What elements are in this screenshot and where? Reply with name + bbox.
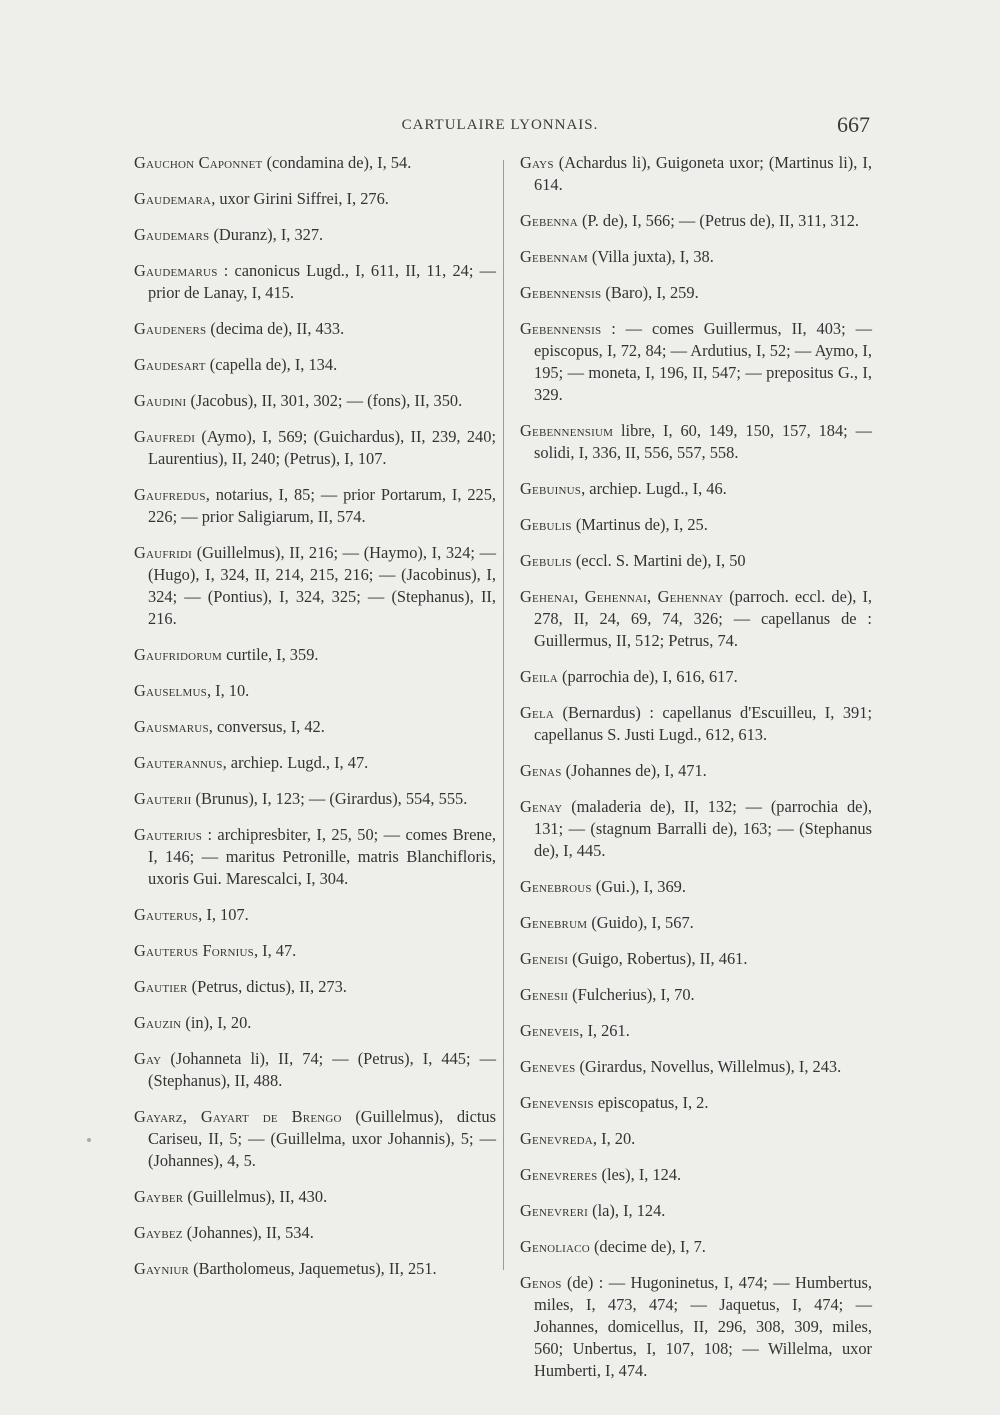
- entry-text: (Guillelmus), dictus Cariseu, II, 5; — (Guillelma, uxor Johannis), 5; — (Johannes), 4, 5.: [148, 1107, 496, 1170]
- entry-headword: Genebrum: [520, 913, 588, 932]
- index-entry: [520, 1272, 872, 1382]
- entry-headword: Genesii: [520, 985, 569, 1004]
- index-entry: [134, 318, 496, 340]
- index-entry: [134, 824, 496, 890]
- index-entry: [134, 940, 496, 962]
- index-entry: [134, 426, 496, 470]
- entry-text: (Bartholomeus, Jaquemetus), II, 251.: [189, 1259, 437, 1278]
- entry-text: (maladeria de), II, 132; — (parrochia de), 131; — (stagnum Barralli de), 163; — (Stephanus de), I, 445.: [534, 797, 872, 860]
- ink-speck: [87, 1138, 91, 1142]
- index-entry: [520, 152, 872, 196]
- page-number: 667: [837, 112, 870, 137]
- index-entry: [520, 984, 872, 1006]
- entry-headword: Genebrous: [520, 877, 592, 896]
- entry-headword: Gebennensis: [520, 319, 602, 338]
- entry-text: (les), I, 124.: [597, 1165, 682, 1184]
- index-entry: [134, 788, 496, 810]
- index-entry: [134, 390, 496, 412]
- entry-text: (Achardus li), Guigoneta uxor; (Martinus li), I, 614.: [534, 153, 872, 194]
- entry-headword: Genay: [520, 797, 563, 816]
- entry-headword: Genevreda: [520, 1129, 593, 1148]
- entry-headword: Gaudesart: [134, 355, 206, 374]
- entry-headword: Gauzin: [134, 1013, 182, 1032]
- entry-headword: Gayniur: [134, 1259, 190, 1278]
- index-entry: [520, 1020, 872, 1042]
- index-entry: [520, 1128, 872, 1150]
- index-entry: [134, 680, 496, 702]
- entry-text: (eccl. S. Martini de), I, 50: [571, 551, 746, 570]
- index-entry: [134, 752, 496, 774]
- index-entry: [520, 550, 872, 572]
- entry-headword: Gays: [520, 153, 554, 172]
- entry-text: (Guigo, Robertus), II, 461.: [568, 949, 748, 968]
- entry-text: (Martinus de), I, 25.: [571, 515, 708, 534]
- entry-text: (condamina de), I, 54.: [262, 153, 412, 172]
- index-entry: [134, 716, 496, 738]
- index-entry: [520, 514, 872, 536]
- entry-headword: Genevreres: [520, 1165, 598, 1184]
- entry-text: , I, 47.: [253, 941, 297, 960]
- entry-headword: Gauterus: [134, 905, 199, 924]
- entry-text: (Baro), I, 259.: [601, 283, 699, 302]
- index-entry: [134, 354, 496, 376]
- entry-headword: Gaufredus: [134, 485, 206, 504]
- index-entry: [520, 282, 872, 304]
- entry-headword: Gaudemara: [134, 189, 212, 208]
- index-entry: [520, 702, 872, 746]
- index-entry: [134, 904, 496, 926]
- entry-text: (la), I, 124.: [588, 1201, 666, 1220]
- index-entry: [520, 1236, 872, 1258]
- entry-headword: Gauselmus: [134, 681, 207, 700]
- index-entry: [134, 976, 496, 998]
- entry-headword: Gela: [520, 703, 555, 722]
- entry-text: : — comes Guillermus, II, 403; — episcopus, I, 72, 84; — Ardutius, I, 52; — Aymo, I, 195; — moneta, I, 196, II, 547; — prepositus G., I, 329.: [534, 319, 872, 404]
- entry-headword: Gautier: [134, 977, 188, 996]
- entry-text: , I, 107.: [198, 905, 249, 924]
- entry-headword: Gayber: [134, 1187, 184, 1206]
- entry-text: (parrochia de), I, 616, 617.: [557, 667, 738, 686]
- entry-text: (parroch. eccl. de), I, 278, II, 24, 69, 74, 326; — capellanus de : Guillermus, II, 512; Petrus, 74.: [534, 587, 872, 650]
- index-entry: [520, 478, 872, 500]
- entry-text: (capella de), I, 134.: [205, 355, 338, 374]
- entry-text: , notarius, I, 85; — prior Portarum, I, 225, 226; — prior Saligiarum, II, 574.: [148, 485, 496, 526]
- entry-text: (P. de), I, 566; — (Petrus de), II, 311, 312.: [577, 211, 860, 230]
- index-entry: [520, 1164, 872, 1186]
- index-entry: [134, 224, 496, 246]
- entry-text: (de) : — Hugoninetus, I, 474; — Humbertus, miles, I, 473, 474; — Jaquetus, I, 474; — Johannes, domicellus, II, 296, 308, 309, miles, 560; Unbertus, I, 107, 108; — Willelma, uxor Humberti, I, 474.: [534, 1273, 872, 1380]
- entry-headword: Geneveis: [520, 1021, 580, 1040]
- entry-headword: Gebennensis: [520, 283, 602, 302]
- index-entry: [134, 1258, 496, 1280]
- entry-headword: Gauterannus: [134, 753, 223, 772]
- entry-headword: Gaufridi: [134, 543, 193, 562]
- index-column-right: [520, 152, 872, 1396]
- column-divider: [503, 160, 504, 1270]
- index-entry: [520, 210, 872, 232]
- entry-text: (Guillelmus), II, 430.: [183, 1187, 328, 1206]
- index-entry: [520, 420, 872, 464]
- entry-text: (Guillelmus), II, 216; — (Haymo), I, 324; — (Hugo), I, 324, II, 214, 215, 216; — (Jacobinus), I, 324; — (Pontius), I, 324, 325; — (Stephanus), II, 216.: [148, 543, 496, 628]
- entry-text: : archipresbiter, I, 25, 50; — comes Brene, I, 146; — maritus Petronille, matris Blanchifloris, uxoris Gui. Marescalci, I, 304.: [148, 825, 496, 888]
- entry-headword: Genoliaco: [520, 1237, 590, 1256]
- entry-text: episcopatus, I, 2.: [593, 1093, 709, 1112]
- entry-text: (Villa juxta), I, 38.: [587, 247, 714, 266]
- entry-headword: Gay: [134, 1049, 162, 1068]
- entry-headword: Gaudemarus: [134, 261, 218, 280]
- index-entry: [520, 1092, 872, 1114]
- index-entry: [520, 586, 872, 652]
- entry-text: (Aymo), I, 569; (Guichardus), II, 239, 240; Laurentius), II, 240; (Petrus), I, 107.: [148, 427, 496, 468]
- entry-headword: Geneves: [520, 1057, 576, 1076]
- entry-text: (Guido), I, 567.: [587, 913, 694, 932]
- index-entry: [134, 484, 496, 528]
- entry-headword: Genevensis: [520, 1093, 594, 1112]
- entry-headword: Gebenna: [520, 211, 578, 230]
- entry-text: (Duranz), I, 327.: [209, 225, 324, 244]
- entry-headword: Gebulis: [520, 515, 572, 534]
- index-entry: [134, 1012, 496, 1034]
- entry-headword: Gaudeners: [134, 319, 207, 338]
- entry-headword: Gebennam: [520, 247, 588, 266]
- index-entry: [520, 666, 872, 688]
- entry-headword: Gaudemars: [134, 225, 210, 244]
- index-entry: [134, 1186, 496, 1208]
- entry-headword: Geneisi: [520, 949, 569, 968]
- entry-text: : canonicus Lugd., I, 611, II, 11, 24; — prior de Lanay, I, 415.: [148, 261, 496, 302]
- index-entry: [520, 1200, 872, 1222]
- entry-headword: Gaudini: [134, 391, 187, 410]
- index-entry: [134, 1222, 496, 1244]
- entry-text: (Fulcherius), I, 70.: [568, 985, 695, 1004]
- entry-text: , uxor Girini Siffrei, I, 276.: [211, 189, 389, 208]
- entry-text: (in), I, 20.: [181, 1013, 252, 1032]
- index-entry: [134, 1106, 496, 1172]
- entry-headword: Gauterius: [134, 825, 203, 844]
- entry-text: (Petrus, dictus), II, 273.: [187, 977, 347, 996]
- index-column-left: [134, 152, 496, 1294]
- entry-text: (Bernardus) : capellanus d'Escuilleu, I, 391; capellanus S. Justi Lugd., 612, 613.: [534, 703, 872, 744]
- index-entry: [134, 152, 496, 174]
- index-entry: [520, 318, 872, 406]
- index-entry: [520, 1056, 872, 1078]
- entry-text: (decime de), I, 7.: [589, 1237, 706, 1256]
- index-entry: [520, 948, 872, 970]
- entry-headword: Gauchon Caponnet: [134, 153, 263, 172]
- entry-text: , I, 261.: [579, 1021, 630, 1040]
- entry-headword: Gauterus Fornius: [134, 941, 254, 960]
- index-entry: [134, 188, 496, 210]
- index-entry: [520, 876, 872, 898]
- entry-text: (Johannes de), I, 471.: [561, 761, 707, 780]
- entry-text: , I, 20.: [592, 1129, 636, 1148]
- entry-headword: Gehenai, Gehennai, Gehennay: [520, 587, 724, 606]
- entry-text: (Girardus, Novellus, Willelmus), I, 243.: [575, 1057, 842, 1076]
- running-header: CARTULAIRE LYONNAIS.: [401, 117, 599, 133]
- index-entry: [520, 246, 872, 268]
- entry-headword: Genevreri: [520, 1201, 589, 1220]
- entry-headword: Gausmarus: [134, 717, 209, 736]
- entry-headword: Geila: [520, 667, 558, 686]
- entry-headword: Gaufredi: [134, 427, 196, 446]
- entry-headword: Genos: [520, 1273, 562, 1292]
- index-entry: [520, 912, 872, 934]
- entry-headword: Gauterii: [134, 789, 192, 808]
- entry-headword: Gaybez: [134, 1223, 183, 1242]
- index-entry: [520, 760, 872, 782]
- entry-headword: Gayarz, Gayart de Brengo: [134, 1107, 342, 1126]
- entry-text: , conversus, I, 42.: [208, 717, 325, 736]
- entry-text: , archiep. Lugd., I, 46.: [581, 479, 727, 498]
- entry-headword: Gebuinus: [520, 479, 582, 498]
- index-entry: [134, 1048, 496, 1092]
- entry-headword: Gebennensium: [520, 421, 614, 440]
- entry-headword: Gebulis: [520, 551, 572, 570]
- entry-text: , I, 10.: [206, 681, 250, 700]
- index-entry: [134, 542, 496, 630]
- entry-text: , archiep. Lugd., I, 47.: [222, 753, 369, 772]
- entry-text: (decima de), II, 433.: [206, 319, 345, 338]
- entry-text: (Jacobus), II, 301, 302; — (fons), II, 350.: [186, 391, 463, 410]
- entry-text: (Gui.), I, 369.: [591, 877, 686, 896]
- index-entry: [520, 796, 872, 862]
- index-entry: [134, 260, 496, 304]
- entry-text: libre, I, 60, 149, 150, 157, 184; — solidi, I, 336, II, 556, 557, 558.: [534, 421, 872, 462]
- entry-text: (Johannes), II, 534.: [182, 1223, 314, 1242]
- entry-headword: Gaufridorum: [134, 645, 222, 664]
- entry-text: (Brunus), I, 123; — (Girardus), 554, 555.: [191, 789, 468, 808]
- entry-text: curtile, I, 359.: [222, 645, 319, 664]
- entry-text: (Johanneta li), II, 74; — (Petrus), I, 445; — (Stephanus), II, 488.: [148, 1049, 496, 1090]
- index-entry: [134, 644, 496, 666]
- entry-headword: Genas: [520, 761, 562, 780]
